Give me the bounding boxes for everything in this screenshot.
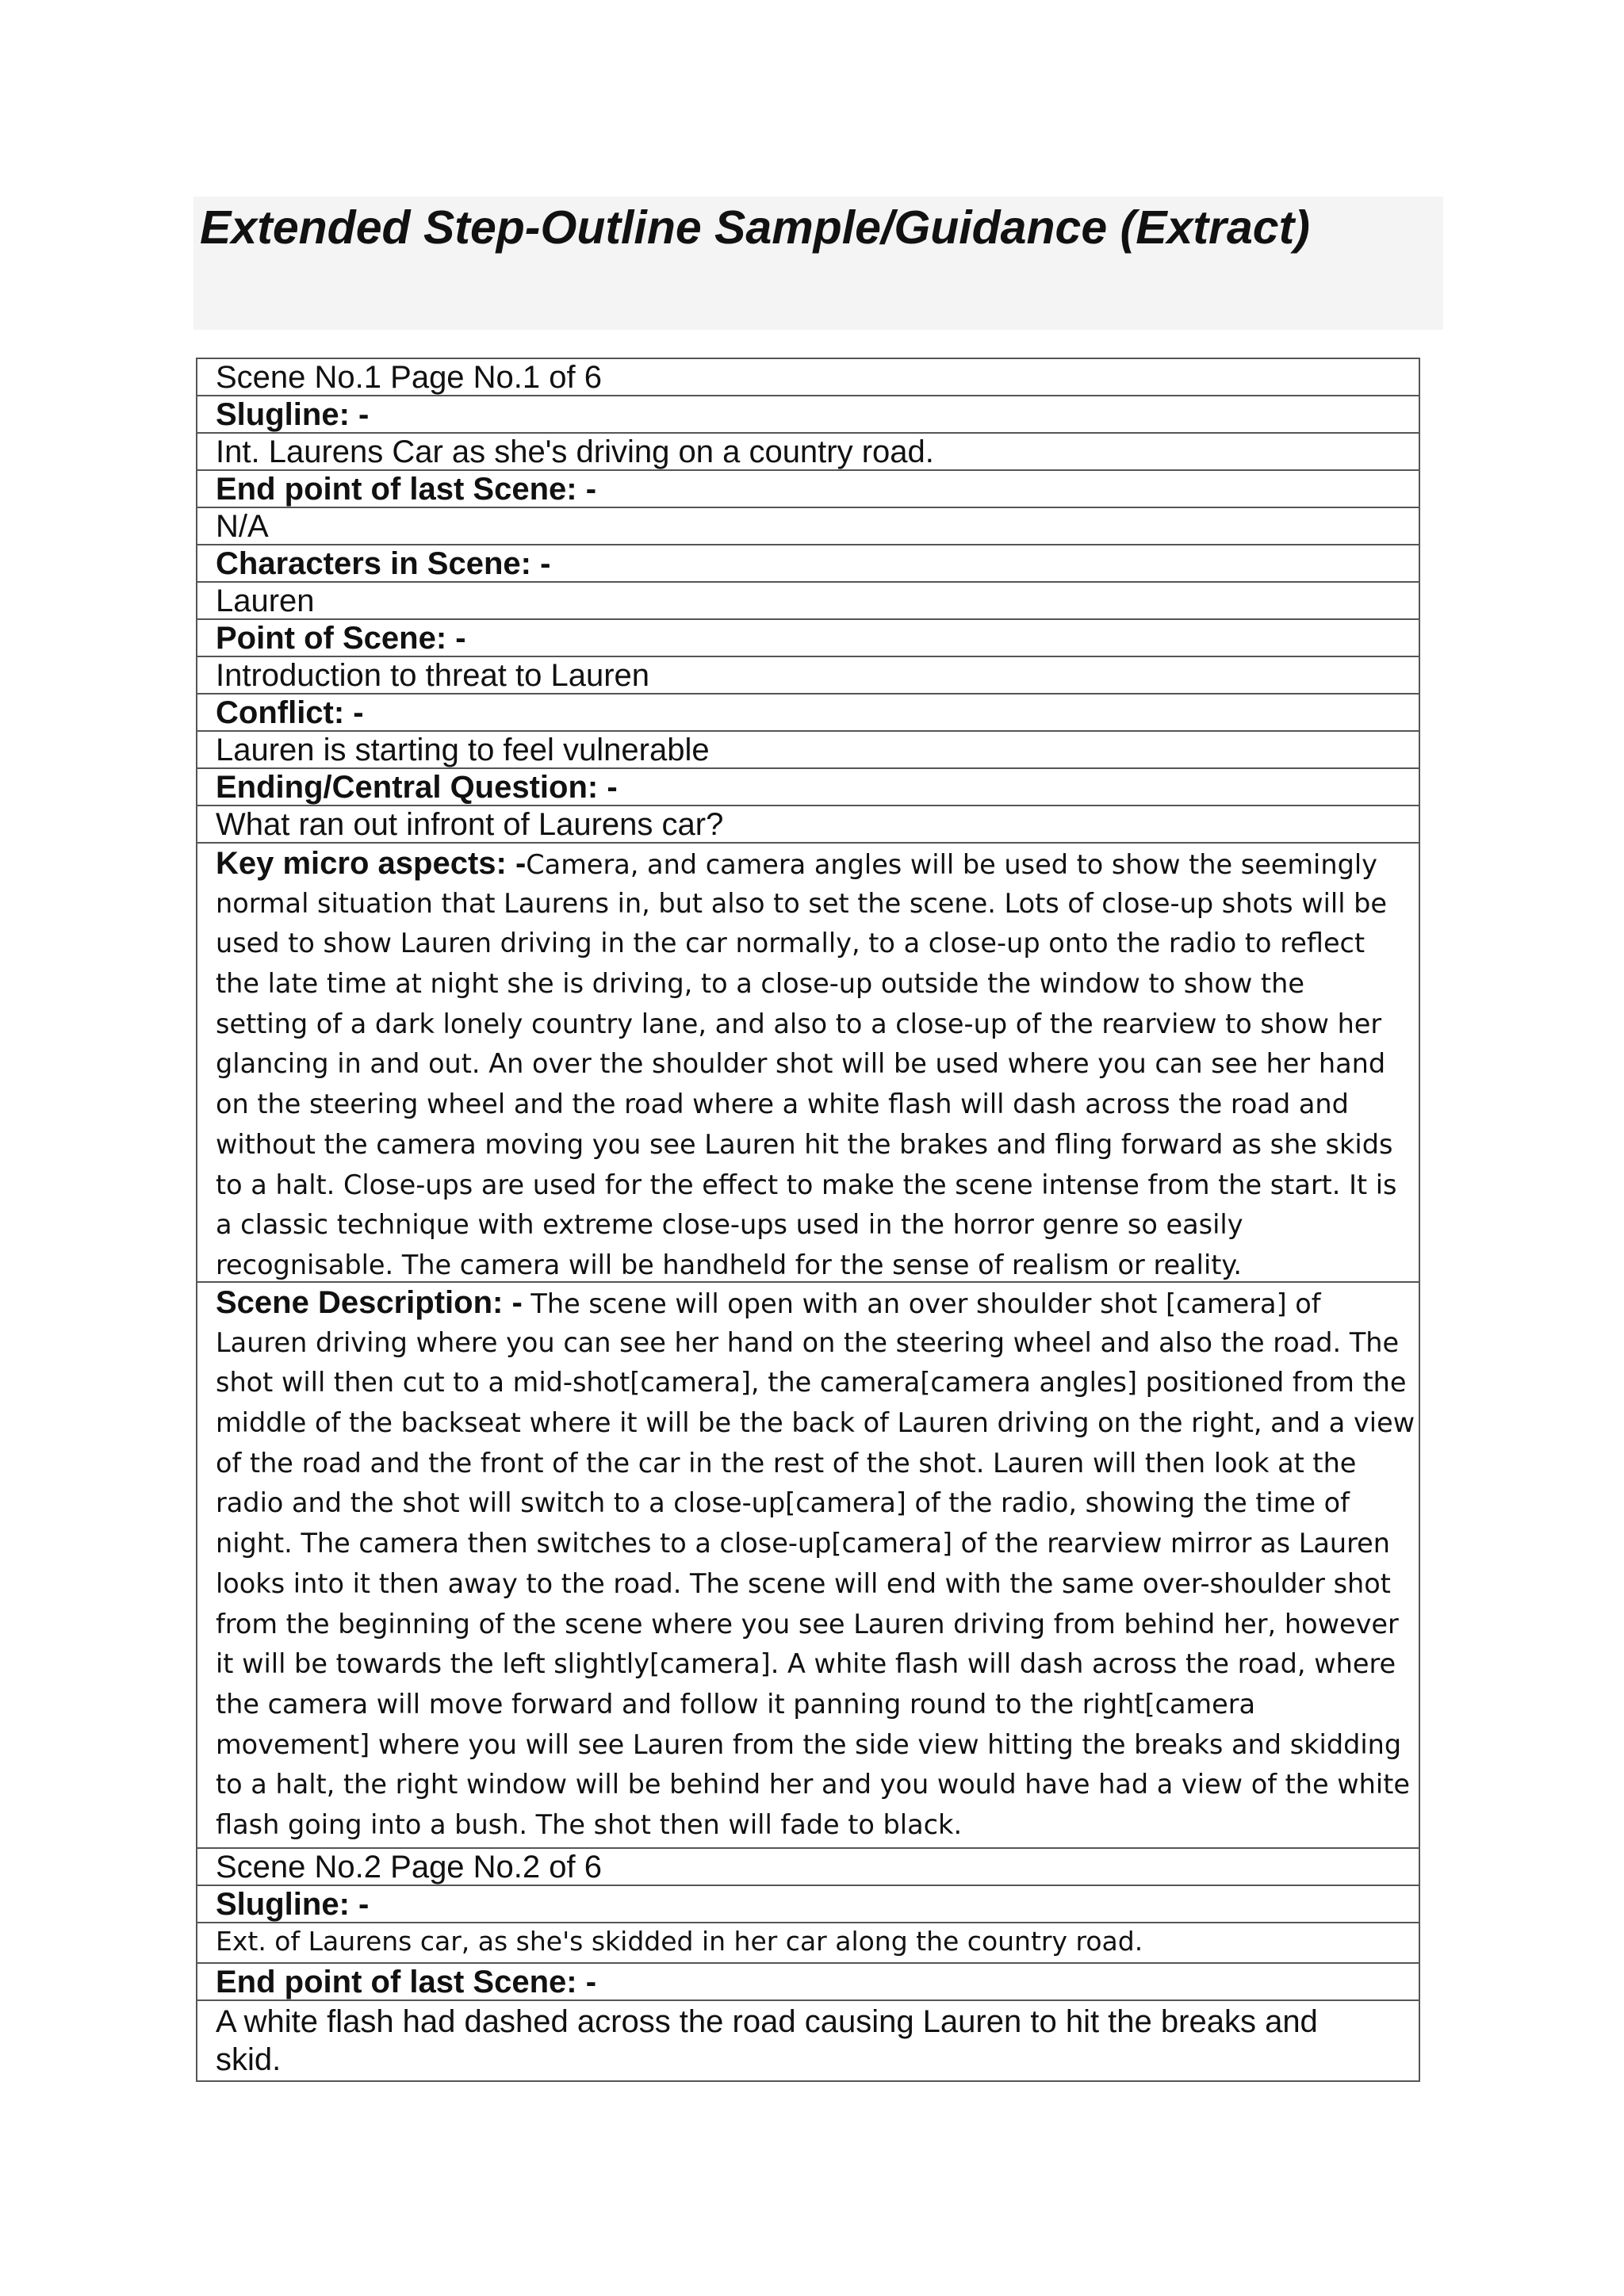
scene-2-header: Scene No.2 Page No.2 of 6	[197, 1849, 1419, 1886]
scene-1-conflict: Lauren is starting to feel vulnerable	[197, 732, 1419, 769]
description-line: it will be towards the left slightly[camera]. A white flash will dash across the road, where	[216, 1648, 1396, 1680]
description-line: looks into it then away to the road. The scene will end with the same over-shoulder shot	[216, 1567, 1391, 1599]
micro-line-text: Camera, and camera angles will be used to show the seemingly	[526, 849, 1377, 880]
description-line: the camera will move forward and follow it panning round to the right[camera	[216, 1688, 1256, 1720]
scene-1-characters-label: Characters in Scene: -	[197, 545, 1419, 583]
document-title: Extended Step-Outline Sample/Guidance (Extract)	[200, 201, 1310, 254]
scene-2-slugline: Ext. of Laurens car, as she's skidded in her car along the country road.	[197, 1923, 1419, 1964]
scene-2-end-point-label: End point of last Scene: -	[197, 1964, 1419, 2001]
scene-1-slugline-label: Slugline: -	[197, 396, 1419, 434]
description-line: shot will then cut to a mid-shot[camera], the camera[camera angles] positioned from the	[216, 1367, 1407, 1399]
description-line: Lauren driving where you can see her hand on the steering wheel and also the road. The	[216, 1326, 1400, 1358]
description-line: movement] where you will see Lauren from the side view hitting the breaks and skidding	[216, 1728, 1402, 1760]
description-line-text: The scene will open with an over shoulder shot [camera] of	[522, 1288, 1321, 1319]
micro-line: to a halt. Close-ups are used for the effect to make the scene intense from the start. It is	[216, 1169, 1397, 1200]
micro-line	[216, 844, 1415, 884]
description-line: radio and the shot will switch to a close-up[camera] of the radio, showing the time of	[216, 1487, 1350, 1519]
scene-1-conflict-label: Conflict: -	[197, 695, 1419, 732]
micro-line: on the steering wheel and the road where a white flash will dash across the road and	[216, 1089, 1349, 1120]
micro-line: setting of a dark lonely country lane, and also to a close-up of the rearview to show her	[216, 1008, 1382, 1039]
step-outline-table	[196, 358, 1420, 2082]
scene-1-end-point-label: End point of last Scene: -	[197, 471, 1419, 508]
scene-1-question-label: Ending/Central Question: -	[197, 769, 1419, 806]
scene-1-question: What ran out infront of Laurens car?	[197, 806, 1419, 844]
description-line: to a halt, the right window will be behind her and you would have had a view of the white	[216, 1769, 1410, 1800]
description-line: flash going into a bush. The shot then will fade to black.	[216, 1808, 963, 1840]
scene-1-characters: Lauren	[197, 583, 1419, 620]
micro-line: without the camera moving you see Lauren hit the brakes and fling forward as she skids	[216, 1128, 1393, 1160]
scene-1-key-micro-aspects	[197, 844, 1419, 1283]
scene-description-label: Scene Description: -	[216, 1285, 523, 1320]
micro-line: a classic technique with extreme close-ups used in the horror genre so easily	[216, 1209, 1243, 1241]
scene-1-slugline: Int. Laurens Car as she's driving on a country road.	[197, 434, 1419, 471]
micro-line: the late time at night she is driving, to a close-up outside the window to show the	[216, 968, 1304, 1000]
scene-1-point: Introduction to threat to Lauren	[197, 657, 1419, 695]
micro-line: normal situation that Laurens in, but also to set the scene. Lots of close-up shots will be	[216, 887, 1388, 919]
micro-line: glancing in and out. An over the shoulder shot will be used where you can see her hand	[216, 1048, 1386, 1080]
scene-1-description	[197, 1283, 1419, 1849]
description-line: of the road and the front of the car in the rest of the shot. Lauren will then look at the	[216, 1447, 1357, 1479]
micro-line: used to show Lauren driving in the car normally, to a close-up onto the radio to reflect	[216, 928, 1365, 959]
description-line	[216, 1283, 1415, 1323]
title-band	[193, 197, 1443, 330]
scene-1-end-point: N/A	[197, 508, 1419, 545]
scene-1-point-label: Point of Scene: -	[197, 620, 1419, 657]
micro-line: recognisable. The camera will be handheld for the sense of realism or reality.	[216, 1249, 1243, 1280]
key-micro-aspects-label: Key micro aspects: -	[216, 846, 527, 881]
scene-1-header: Scene No.1 Page No.1 of 6	[197, 359, 1419, 396]
description-line: night. The camera then switches to a close-up[camera] of the rearview mirror as Lauren	[216, 1528, 1391, 1559]
description-line: from the beginning of the scene where you see Lauren driving from behind her, however	[216, 1608, 1399, 1640]
description-line: middle of the backseat where it will be the back of Lauren driving on the right, and a view	[216, 1407, 1415, 1439]
scene-2-end-point: A white flash had dashed across the road causing Lauren to hit the breaks and skid.	[216, 2004, 1318, 2077]
scene-2-slugline-label: Slugline: -	[197, 1886, 1419, 1923]
